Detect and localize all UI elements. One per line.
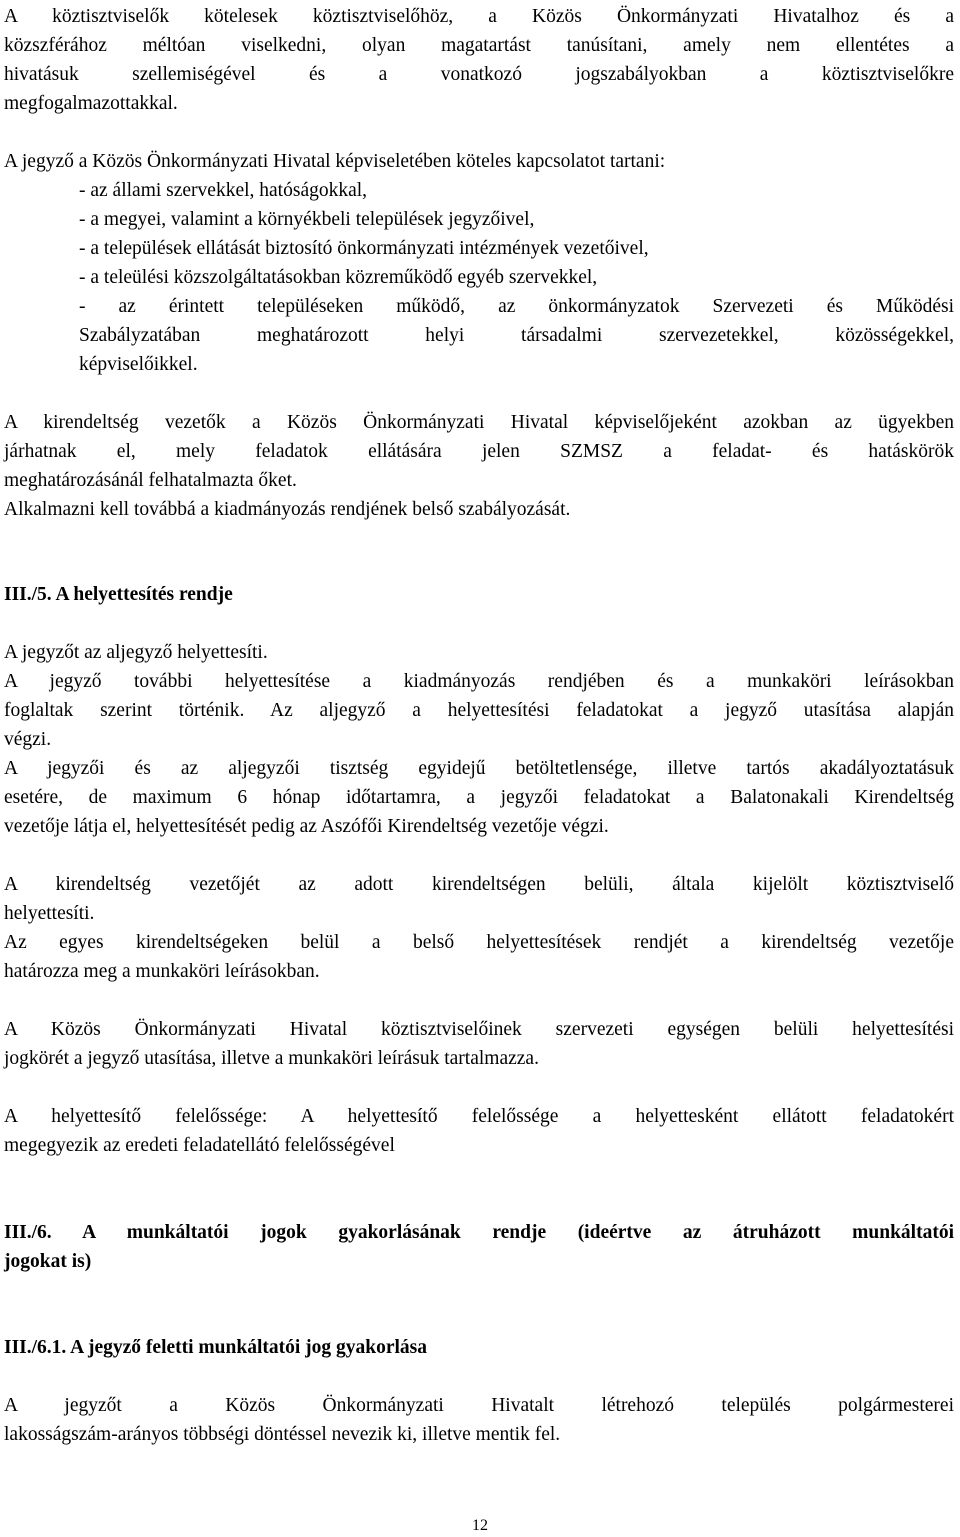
text-line: A kirendeltség vezetőjét az adott kirendeltségen belüli, általa kijelölt köztisztviselő bbox=[4, 874, 954, 895]
text-line: A jegyzőt a Közös Önkormányzati Hivatalt létrehozó település polgármesterei bbox=[4, 1395, 954, 1416]
list-item: Szabályzatában meghatározott helyi társadalmi szervezetekkel, közösségekkel, bbox=[79, 325, 954, 346]
text-line: határozza meg a munkaköri leírásokban. bbox=[4, 961, 320, 982]
text-line: jogkörét a jegyző utasítása, illetve a munkaköri leírásuk tartalmazza. bbox=[4, 1048, 539, 1069]
list-item: - az állami szervekkel, hatóságokkal, bbox=[79, 180, 368, 201]
text-line: Az egyes kirendeltségeken belül a belső helyettesítések rendjét a kirendeltség vezetője bbox=[4, 932, 954, 953]
text-line: meghatározásánál felhatalmazta őket. bbox=[4, 470, 297, 491]
text-line: foglaltak szerint történik. Az aljegyző a helyettesítési feladatokat a jegyző utasítása alapján bbox=[4, 700, 954, 721]
text-line: megegyezik az eredeti feladatellátó felelősségével bbox=[4, 1135, 395, 1156]
list-item: képviselőikkel. bbox=[79, 354, 198, 375]
text-line: esetére, de maximum 6 hónap időtartamra, a jegyzői feladatokat a Balatonakali Kirendeltség bbox=[4, 787, 954, 808]
section-heading: jogokat is) bbox=[4, 1251, 92, 1272]
subsection-heading: III./6.1. A jegyző feletti munkáltatói jog gyakorlása bbox=[4, 1337, 428, 1358]
text-line: végzi. bbox=[4, 729, 52, 750]
text-line: lakosságszám-arányos többségi döntéssel nevezik ki, illetve mentik fel. bbox=[4, 1424, 561, 1445]
text-line: megfogalmazottakkal. bbox=[4, 93, 178, 114]
text-line: A jegyzőt az aljegyző helyettesíti. bbox=[4, 642, 268, 663]
section-heading: III./6. A munkáltatói jogok gyakorlásának rendje (ideértve az átruházott munkáltatói bbox=[4, 1222, 954, 1243]
text-line: A kirendeltség vezetők a Közös Önkormányzati Hivatal képviselőjeként azokban az ügyekben bbox=[4, 412, 954, 433]
text-line: A jegyző a Közös Önkormányzati Hivatal képviseletében köteles kapcsolatot tartani: bbox=[4, 151, 666, 172]
page-number: 12 bbox=[472, 1517, 488, 1534]
text-line: közszférához méltóan viselkedni, olyan magatartást tanúsítani, amely nem ellentétes a bbox=[4, 35, 954, 56]
text-line: hivatásuk szellemiségével és a vonatkozó jogszabályokban a köztisztviselőkre bbox=[4, 64, 954, 85]
text-line: járhatnak el, mely feladatok ellátására jelen SZMSZ a feladat- és hatáskörök bbox=[4, 441, 954, 462]
list-item: - a települések ellátását biztosító önkormányzati intézmények vezetőivel, bbox=[79, 238, 649, 259]
text-line: Alkalmazni kell továbbá a kiadmányozás rendjének belső szabályozását. bbox=[4, 499, 571, 520]
text-line: vezetője látja el, helyettesítését pedig az Aszófői Kirendeltség vezetője végzi. bbox=[4, 816, 609, 837]
text-line: A jegyző további helyettesítése a kiadmányozás rendjében és a munkaköri leírásokban bbox=[4, 671, 954, 692]
list-item: - az érintett településeken működő, az önkormányzatok Szervezeti és Működési bbox=[79, 296, 954, 317]
section-heading: III./5. A helyettesítés rendje bbox=[4, 584, 233, 605]
list-item: - a megyei, valamint a környékbeli települések jegyzőivel, bbox=[79, 209, 535, 230]
list-item: - a teleülési közszolgáltatásokban közreműködő egyéb szervekkel, bbox=[79, 267, 598, 288]
text-line: helyettesíti. bbox=[4, 903, 95, 924]
text-line: A Közös Önkormányzati Hivatal köztisztviselőinek szervezeti egységen belüli helyettesítési bbox=[4, 1019, 954, 1040]
text-line: A jegyzői és az aljegyzői tisztség egyidejű betöltetlensége, illetve tartós akadályoztatásuk bbox=[4, 758, 954, 779]
text-line: A helyettesítő felelőssége: A helyettesítő felelőssége a helyettesként ellátott feladatokért bbox=[4, 1106, 954, 1127]
text-line: A köztisztviselők kötelesek köztisztviselőhöz, a Közös Önkormányzati Hivatalhoz és a bbox=[4, 6, 954, 27]
